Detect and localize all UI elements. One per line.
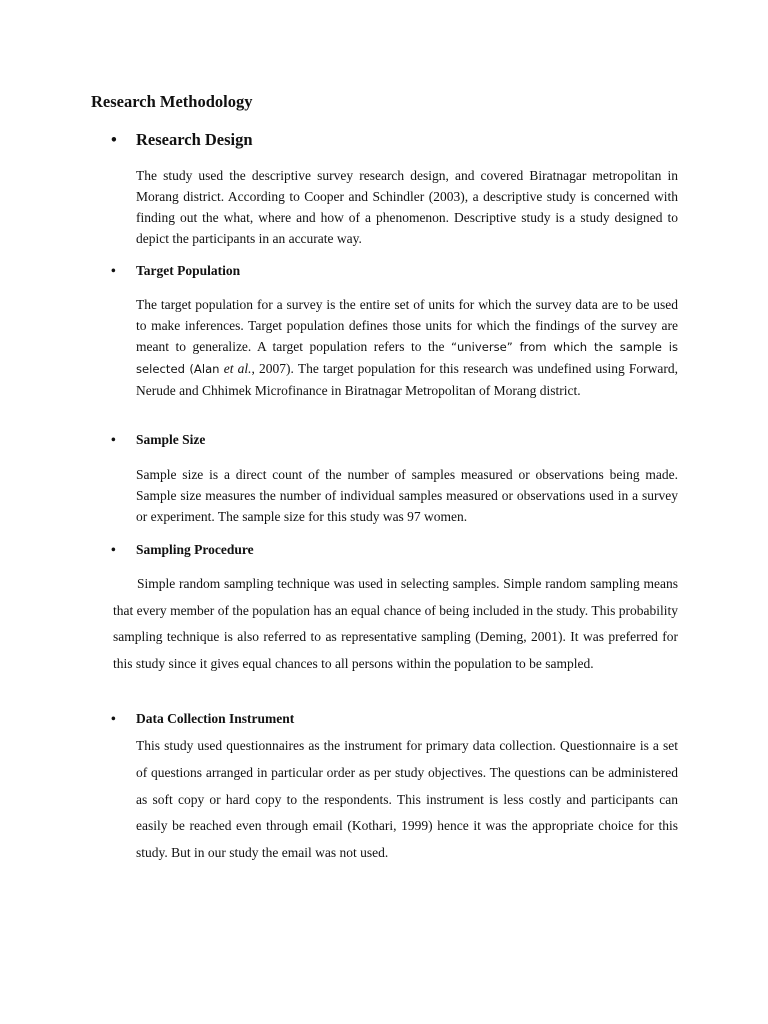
paragraph-text: , 2007). The target population for this research was undefined using Forward, Nerude and Chhimek Microfinance in Biratnagar Metropolitan of Morang district. bbox=[136, 361, 679, 398]
bullet-icon bbox=[111, 130, 136, 150]
bullet-icon bbox=[111, 542, 136, 558]
heading-target-population bbox=[111, 263, 240, 279]
heading-label: Target Population bbox=[136, 263, 241, 278]
citation-et-al: et al. bbox=[223, 361, 252, 376]
paragraph-research-design: The study used the descriptive survey research design, and covered Biratnagar metropolitan in Morang district. According to Cooper and Schindler (2003), a descriptive study is concerned with finding out the what, where and how of a phenomenon. Descriptive study is a study designed to depict the participants in an accurate way. bbox=[136, 168, 678, 246]
heading-label: Sampling Procedure bbox=[136, 542, 254, 557]
heading-sample-size bbox=[111, 432, 205, 448]
heading-label: Data Collection Instrument bbox=[136, 711, 295, 726]
paragraph-sampling-procedure bbox=[113, 571, 678, 678]
paragraph-sample-size: Sample size is a direct count of the number of samples measured or observations being made. Sample size measures the number of individual samples measured or observations used in a survey or experiment. The sample size for this study was 97 women. bbox=[136, 467, 678, 524]
heading-sampling-procedure bbox=[111, 542, 254, 558]
paragraph-data-collection: This study used questionnaires as the instrument for primary data collection. Questionnaire is a set of questions arranged in particular order as per study objectives. The questions can be administered as soft copy or hard copy to the respondents. This instrument is less costly and participants can easily be reached even through email (Kothari, 1999) hence it was the appropriate choice for this study. But in our study the email was not used. bbox=[136, 738, 678, 861]
paragraph-text: The target population for a survey is the entire set of units for which the survey data are to be used to make inferences. Target population defines those units for which the findings of the survey are meant to generalize. A target population refers to the bbox=[136, 297, 678, 354]
bullet-icon bbox=[111, 432, 136, 448]
quoted-text: “universe” from which the sample is selected (Alan bbox=[136, 340, 678, 376]
heading-research-design bbox=[111, 130, 253, 150]
heading-data-collection bbox=[111, 711, 294, 727]
paragraph-target-population bbox=[136, 294, 678, 401]
heading-label: Sample Size bbox=[136, 432, 206, 447]
paragraph-text: Simple random sampling technique was used in selecting samples. Simple random sampling means that every member of the population has an equal chance of being included in the study. This probability sampling technique is also referred to as representative sampling (Deming, 2001). It was preferred for this study since it gives equal chances to all persons within the population to be sampled. bbox=[113, 576, 678, 672]
bullet-icon bbox=[111, 263, 136, 279]
document-title: Research Methodology bbox=[91, 92, 253, 111]
heading-label: Research Design bbox=[136, 130, 253, 149]
bullet-icon bbox=[111, 711, 136, 727]
